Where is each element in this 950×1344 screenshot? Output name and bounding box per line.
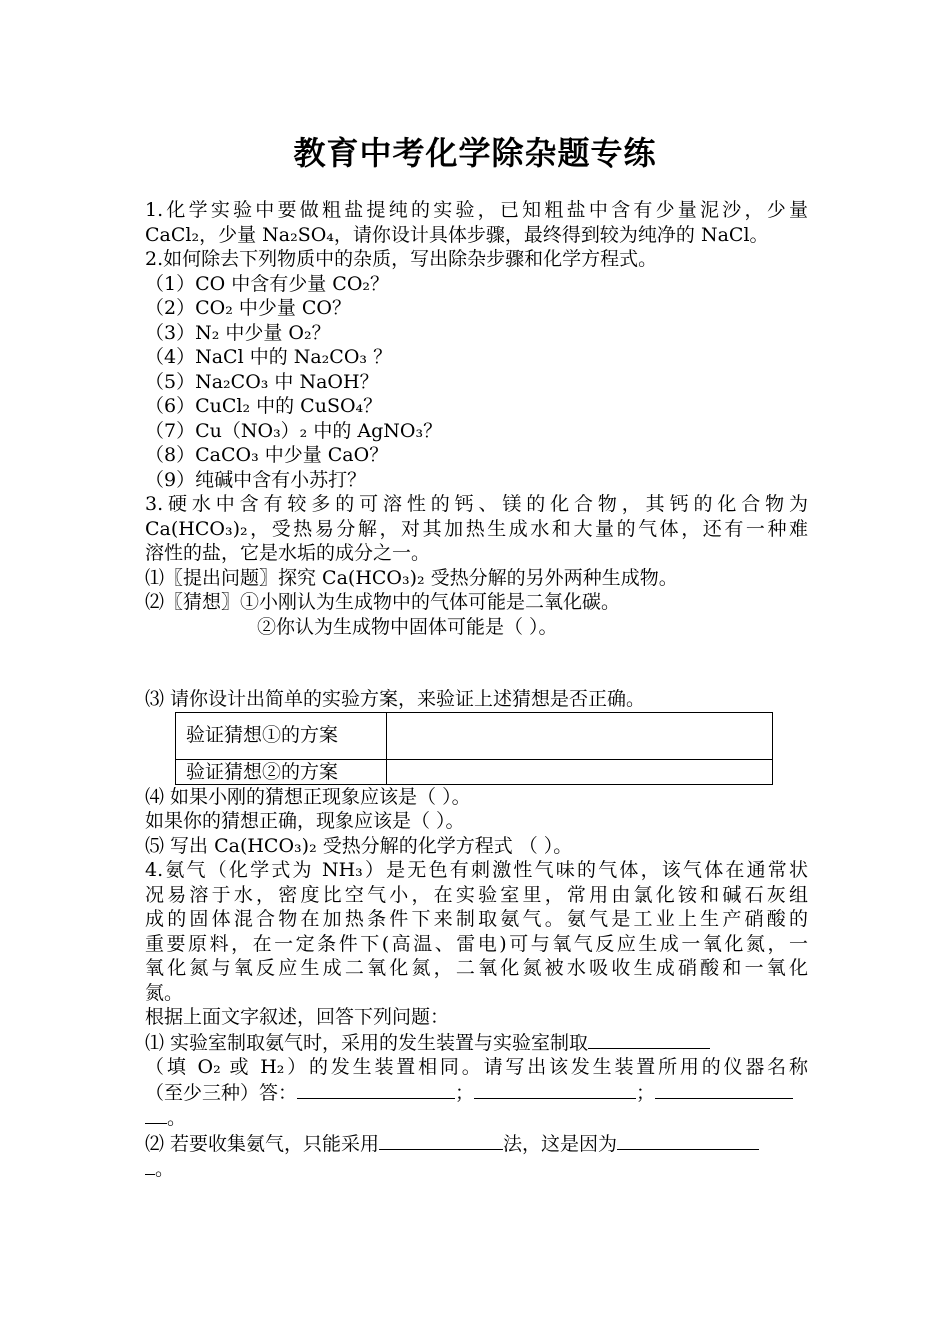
separator: ； <box>636 1081 656 1104</box>
q2-item-8: （8）CaCO₃ 中少量 CaO？ <box>145 444 389 466</box>
q3-part-2a: ⑵〖猜想〗①小刚认为生成物中的气体可能是二氧化碳。 <box>145 591 621 613</box>
document-body <box>145 198 808 1182</box>
separator: ； <box>455 1081 475 1104</box>
answer-blank-reason[interactable] <box>617 1131 759 1150</box>
answer-blank-collection-method[interactable] <box>379 1131 503 1150</box>
period: 。 <box>155 1158 175 1180</box>
q4-answer-1-text: ⑴ 实验室制取氨气时，采用的发生装置与实验室制取 <box>145 1031 589 1054</box>
answer-blank-instrument-3-cont[interactable] <box>145 1105 167 1124</box>
answer-blank-gas[interactable] <box>588 1030 710 1049</box>
q3-part-5: ⑸ 写出 Ca(HCO₃)₂ 受热分解的化学方程式 （ ）。 <box>145 834 573 857</box>
q2-item-9: （9）纯碱中含有小苏打？ <box>145 468 367 491</box>
q4-line-6: 氮。 <box>145 981 184 1004</box>
q4-answer-1-line-3 <box>145 1080 808 1106</box>
answer-blank-instrument-3[interactable] <box>655 1080 793 1099</box>
q3-part-4a: ⑷ 如果小刚的猜想正现象应该是（ ）。 <box>145 785 471 808</box>
q4-answer-2-text-1: ⑵ 若要收集氨气，只能采用 <box>145 1132 380 1155</box>
table-cell-label-1: 验证猜想①的方案 <box>176 712 387 759</box>
table-cell-answer-2[interactable] <box>387 759 773 784</box>
q4-line-3: 成的固体混合物在加热条件下来制取氨气。氨气是工业上生产硝酸的 <box>145 908 808 930</box>
q3-line-1: 3.硬水中含有较多的可溶性的钙、镁的化合物，其钙的化合物为 <box>145 493 808 515</box>
table-row <box>176 759 773 784</box>
q3-line-3: 溶性的盐，它是水垢的成分之一。 <box>145 542 431 564</box>
q2-item-7: （7）Cu（NO₃）₂ 中的 AgNO₃？ <box>145 419 443 442</box>
q4-answer-2-line-2 <box>145 1156 808 1182</box>
q4-answer-1-line-1 <box>145 1030 808 1056</box>
table-cell-label-2: 验证猜想②的方案 <box>176 759 387 784</box>
verification-table <box>175 712 773 785</box>
q2-intro: 2.如何除去下列物质中的杂质，写出除杂步骤和化学方程式。 <box>145 248 658 270</box>
q4-answer-1-prefix: （至少三种）答： <box>145 1081 298 1104</box>
page-title: 教育中考化学除杂题专练 <box>293 134 657 172</box>
q3-part-1: ⑴〖提出问题〗探究 Ca(HCO₃)₂ 受热分解的另外两种生成物。 <box>145 566 678 589</box>
q3-part-2b: ②你认为生成物中固体可能是（ ）。 <box>257 615 558 638</box>
answer-blank-instrument-1[interactable] <box>297 1080 455 1099</box>
table-cell-answer-1[interactable] <box>387 712 773 759</box>
spacer <box>145 639 808 687</box>
period: 。 <box>167 1107 187 1129</box>
q1-line-2: CaCl₂，少量 Na₂SO₄，请你设计具体步骤，最终得到较为纯净的 NaCl。 <box>145 223 769 246</box>
q2-item-5: （5）Na₂CO₃ 中 NaOH？ <box>145 370 379 393</box>
answer-blank-instrument-2[interactable] <box>474 1080 636 1099</box>
q4-line-2: 况易溶于水，密度比空气小，在实验室里，常用由氯化铵和碱石灰组 <box>145 883 808 906</box>
answer-blank-reason-cont[interactable] <box>145 1156 155 1175</box>
q4-answer-2-text-2: 法，这是因为 <box>503 1132 618 1155</box>
q2-item-3: （3）N₂ 中少量 O₂？ <box>145 321 331 344</box>
q3-part-4b: 如果你的猜想正确，现象应该是（ ）。 <box>145 810 465 832</box>
q4-answer-1-line-2: （填 O₂ 或 H₂）的发生装置相同。请写出该发生装置所用的仪器名称 <box>145 1056 808 1078</box>
q4-line-1: 4.氨气（化学式为 NH₃）是无色有刺激性气味的气体，该气体在通常状 <box>145 859 808 881</box>
q3-line-2: Ca(HCO₃)₂，受热易分解，对其加热生成水和大量的气体，还有一种难 <box>145 517 808 540</box>
q3-part-3: ⑶ 请你设计出简单的实验方案，来验证上述猜想是否正确。 <box>145 688 646 710</box>
q2-item-4: （4）NaCl 中的 Na₂CO₃ ？ <box>145 346 393 368</box>
q4-line-5: 氧化氮与氧反应生成二氧化氮，二氧化氮被水吸收生成硝酸和一氧化 <box>145 957 808 979</box>
table-row <box>176 712 773 759</box>
q2-item-1: （1）CO 中含有少量 CO₂？ <box>145 272 390 295</box>
q2-item-6: （6）CuCl₂ 中的 CuSO₄？ <box>145 395 383 417</box>
q4-answer-1-line-4 <box>145 1105 808 1131</box>
q1-line-1: 1.化学实验中要做粗盐提纯的实验，已知粗盐中含有少量泥沙，少量 <box>145 199 808 221</box>
q4-prompt: 根据上面文字叙述，回答下列问题： <box>145 1006 450 1028</box>
q4-answer-2-line-1 <box>145 1131 808 1157</box>
q4-line-4: 重要原料，在一定条件下(高温、雷电)可与氧气反应生成一氧化氮，一 <box>145 932 808 955</box>
q2-item-2: （2）CO₂ 中少量 CO？ <box>145 297 352 319</box>
